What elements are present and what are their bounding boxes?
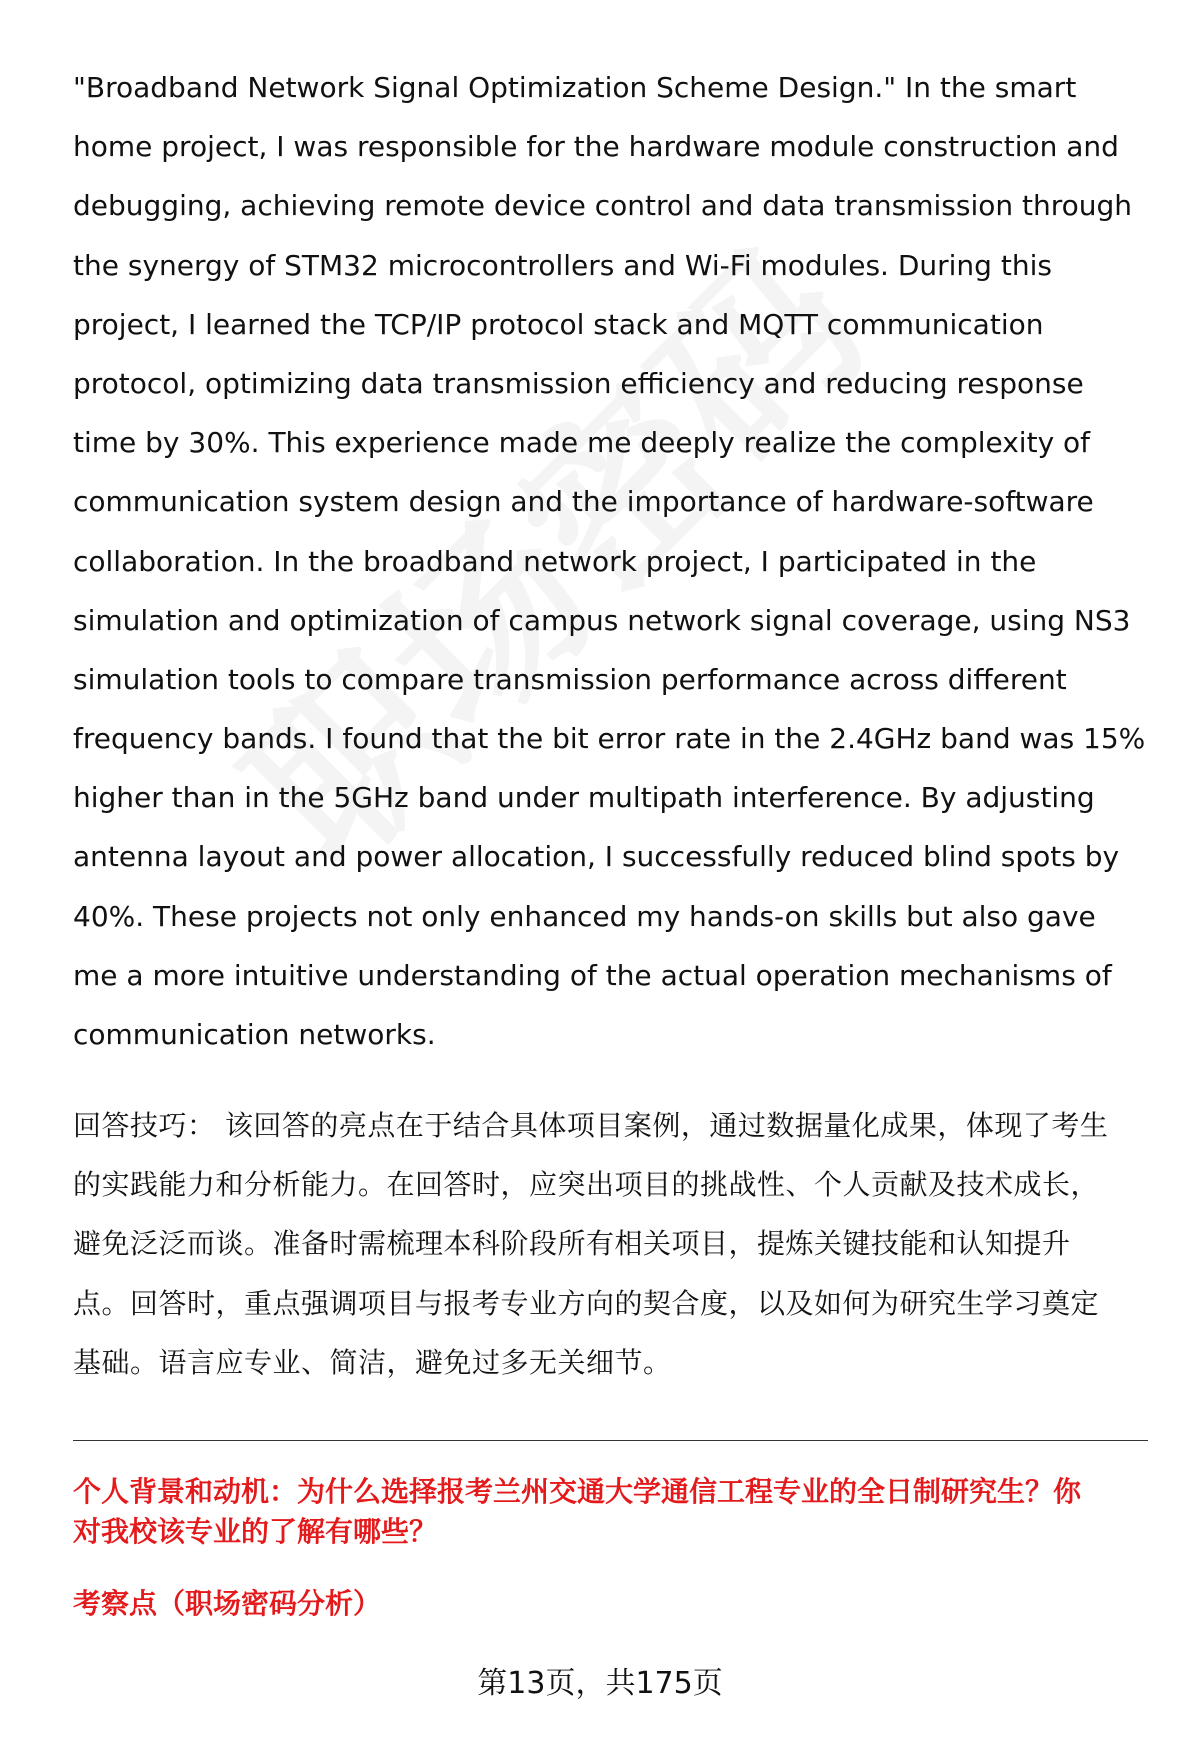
- text-line: me a more intuitive understanding of the actual operation mechanisms of: [73, 958, 1112, 992]
- text-line: protocol, optimizing data transmission efficiency and reducing response: [73, 366, 1084, 400]
- english-answer-paragraph: [73, 58, 1153, 1064]
- section-divider: [73, 1440, 1148, 1441]
- text-line: home project, I was responsible for the hardware module construction and: [73, 130, 1119, 164]
- text-line: 回答技巧： 该回答的亮点在于结合具体项目案例，通过数据量化成果，体现了考生: [73, 1109, 1109, 1142]
- text-line: 避免泛泛而谈。准备时需梳理本科阶段所有相关项目，提炼关键技能和认知提升: [73, 1227, 1071, 1261]
- text-line: 点。回答时，重点强调项目与报考专业方向的契合度，以及如何为研究生学习奠定: [73, 1286, 1100, 1320]
- text-line: 的实践能力和分析能力。在回答时，应突出项目的挑战性、个人贡献及技术成长，: [73, 1168, 1100, 1202]
- text-line: simulation and optimization of campus network signal coverage, using NS3: [73, 603, 1131, 637]
- text-line: project, I learned the TCP/IP protocol stack and MQTT communication: [73, 307, 1044, 341]
- question-line: 个人背景和动机：为什么选择报考兰州交通大学通信工程专业的全日制研究生？你: [73, 1475, 1082, 1508]
- text-line: higher than in the 5GHz band under multipath interference. By adjusting: [73, 781, 1095, 815]
- question-line: 对我校该专业的了解有哪些？: [73, 1515, 438, 1548]
- answer-tips-paragraph: [73, 1096, 1153, 1392]
- text-line: frequency bands. I found that the bit error rate in the 2.4GHz band was 15%: [73, 722, 1146, 756]
- text-line: simulation tools to compare transmission performance across different: [73, 662, 1067, 696]
- text-line: antenna layout and power allocation, I successfully reduced blind spots by: [73, 840, 1120, 874]
- text-line: communication system design and the importance of hardware-software: [73, 485, 1094, 519]
- text-line: time by 30%. This experience made me deeply realize the complexity of: [73, 426, 1091, 460]
- text-line: collaboration. In the broadband network project, I participated in the: [73, 544, 1037, 578]
- text-line: 40%. These projects not only enhanced my hands-on skills but also gave: [73, 899, 1096, 933]
- text-line: "Broadband Network Signal Optimization Scheme Design." In the smart: [73, 71, 1077, 104]
- text-line: 基础。语言应专业、简洁，避免过多无关细节。: [73, 1345, 672, 1379]
- key-points-heading: 考察点（职场密码分析）: [73, 1587, 382, 1620]
- text-line: debugging, achieving remote device control and data transmission through: [73, 189, 1133, 223]
- page-number: 第13页，共175页: [477, 1666, 723, 1701]
- text-line: the synergy of STM32 microcontrollers and Wi-Fi modules. During this: [73, 248, 1052, 282]
- text-line: communication networks.: [73, 1018, 436, 1051]
- question-heading: [73, 1472, 1081, 1552]
